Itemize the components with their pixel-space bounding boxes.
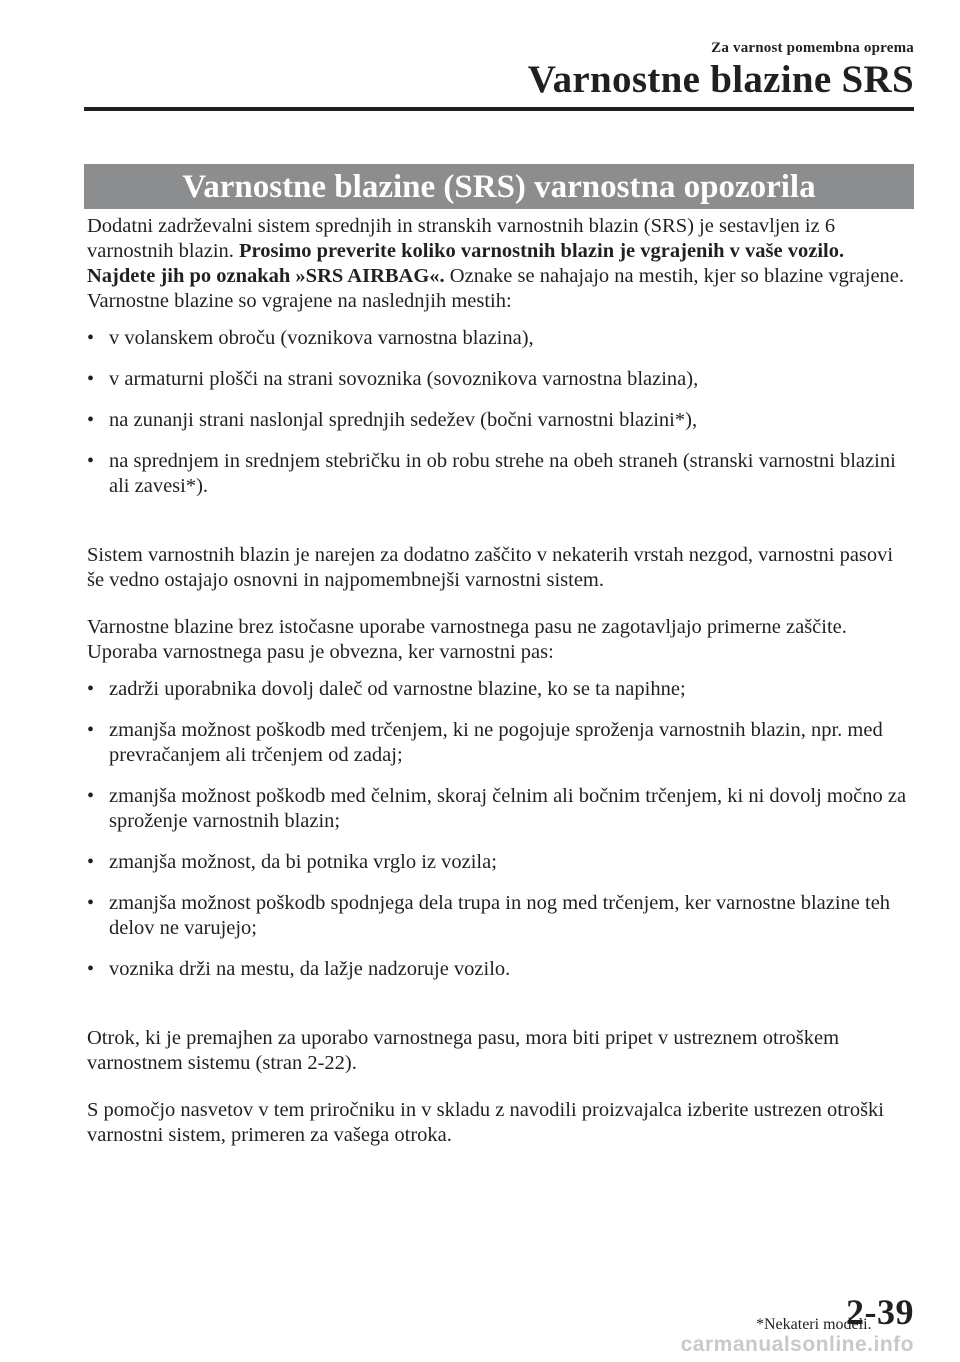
intro-bold: Prosimo preverite koliko varnostnih blazin je vgrajenih v vaše vozilo. Najdete jih po oznakah »SRS AIRBAG«. (87, 240, 845, 287)
section-banner: Varnostne blazine (SRS) varnostna opozorila (84, 164, 914, 209)
bullet-icon: • (87, 958, 95, 980)
list-item (87, 408, 915, 433)
bullet-icon: • (87, 785, 95, 807)
list-item-text: v armaturni plošči na strani sovoznika (sovoznikova varnostna blazina), (109, 368, 699, 390)
belt-benefits-list (87, 677, 915, 982)
watermark: carmanualsonline.info (680, 1333, 914, 1356)
page-number: 2-39 (846, 1292, 914, 1332)
list-item (87, 891, 915, 941)
list-item-text: zmanjša možnost poškodb spodnjega dela trupa in nog med trčenjem, ker varnostne blazine teh delov ne varujejo; (109, 892, 891, 939)
bullet-icon: • (87, 678, 95, 700)
bullet-icon: • (87, 450, 95, 472)
intro-text-1: Dodatni zadrževalni sistem sprednjih in stranskih varnostnih blazin (SRS) je sestavljen iz 6 varnostnih blazin. (87, 215, 836, 262)
list-item-text: voznika drži na mestu, da lažje nadzoruje vozilo. (109, 958, 511, 980)
locations-lead: Varnostne blazine so vgrajene na naslednjih mestih: (87, 290, 512, 312)
list-item (87, 957, 915, 982)
list-item (87, 677, 915, 702)
belt-paragraph: Varnostne blazine brez istočasne uporabe varnostnega pasu ne zagotavljajo primerne zaščite. Uporaba varnostnega pasu je obvezna, ker varnostni pas: (87, 616, 847, 663)
section-label: Za varnost pomembna oprema (711, 40, 914, 56)
locations-list (87, 326, 915, 499)
list-item (87, 449, 915, 499)
bullet-icon: • (87, 851, 95, 873)
content (87, 214, 915, 1148)
child-paragraph: Otrok, ki je premajhen za uporabo varnostnega pasu, mora biti pripet v ustreznem otroškem varnostnem sistemu (stran 2-22). (87, 1027, 840, 1074)
list-item-text: na zunanji strani naslonjal sprednjih sedežev (bočni varnostni blazini*), (109, 409, 698, 431)
list-item (87, 326, 915, 351)
list-item-text: zmanjša možnost, da bi potnika vrglo iz vozila; (109, 851, 497, 873)
advice-paragraph: S pomočjo nasvetov v tem priročniku in v skladu z navodili proizvajalca izberite ustrezen otroški varnostni sistem, primeren za vašega otroka. (87, 1099, 885, 1146)
list-item-text: zadrži uporabnika dovolj daleč od varnostne blazine, ko se ta napihne; (109, 678, 686, 700)
list-item-text: zmanjša možnost poškodb med trčenjem, ki ne pogojuje sproženja varnostnih blazin, npr. med prevračanjem ali trčenjem od zadaj; (109, 719, 883, 766)
list-item-text: zmanjša možnost poškodb med čelnim, skoraj čelnim ali bočnim trčenjem, ki ni dovolj močno za sproženje varnostnih blazin; (109, 785, 907, 832)
list-item-text: na sprednjem in srednjem stebričku in ob robu strehe na obeh straneh (stranski varnostni blazini ali zavesi*). (109, 450, 896, 497)
system-paragraph: Sistem varnostnih blazin je narejen za dodatno zaščito v nekaterih vrstah nezgod, varnostni pasovi še vedno ostajajo osnovni in najpomembnejši varnostni sistem. (87, 544, 894, 591)
list-item-text: v volanskem obroču (voznikova varnostna blazina), (109, 327, 534, 349)
bullet-icon: • (87, 368, 95, 390)
bullet-icon: • (87, 327, 95, 349)
header-rule (84, 107, 914, 111)
footer-note: *Nekateri modeli. (756, 1316, 872, 1333)
bullet-icon: • (87, 892, 95, 914)
page-title: Varnostne blazine SRS (527, 58, 914, 101)
list-item (87, 367, 915, 392)
list-item (87, 850, 915, 875)
intro-text-2: Oznake se nahajajo na mestih, kjer so blazine vgrajene. (444, 265, 905, 287)
list-item (87, 784, 915, 834)
bullet-icon: • (87, 409, 95, 431)
bullet-icon: • (87, 719, 95, 741)
intro-paragraph (87, 214, 915, 289)
list-item (87, 718, 915, 768)
